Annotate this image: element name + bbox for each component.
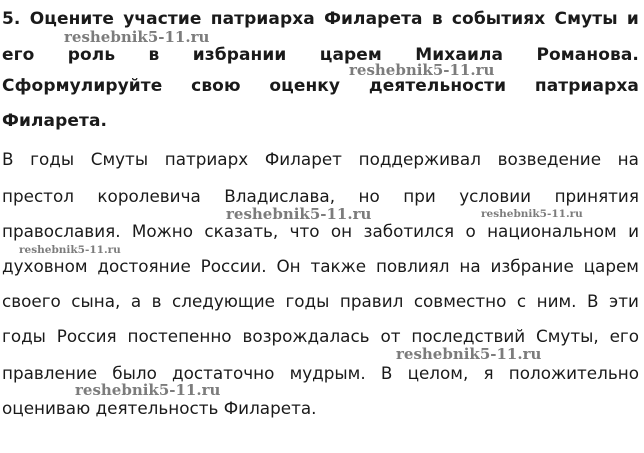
word: царем [583, 256, 639, 276]
word: он [330, 221, 353, 241]
word: России. [200, 256, 267, 276]
word: было [112, 363, 157, 383]
word: я [483, 363, 494, 383]
word: годы [2, 326, 46, 346]
word: королевича [97, 186, 201, 206]
watermark: reshebnik5-11.ru [226, 205, 372, 223]
word: В [380, 363, 393, 383]
word: правление [2, 363, 98, 383]
word: положительно [508, 363, 639, 383]
word: православия. [2, 221, 121, 241]
answer-line-7 [2, 363, 639, 383]
word: и [626, 9, 639, 29]
watermark: reshebnik5-11.ru [396, 345, 542, 363]
word: правил [339, 291, 404, 311]
word: от [380, 326, 401, 346]
word: Оцените [29, 9, 115, 29]
word: Смуты, [536, 326, 599, 346]
word: избрании [192, 45, 287, 65]
watermark: reshebnik5-11.ru [481, 208, 583, 220]
word: достояние [97, 256, 191, 276]
answer-line-8: оцениваю деятельность Филарета. [2, 398, 317, 418]
watermark: reshebnik5-11.ru [75, 381, 221, 399]
word: повлиял [375, 256, 450, 276]
word: заботился [363, 221, 455, 241]
word: оценку [269, 76, 341, 96]
answer-line-6 [2, 326, 639, 346]
word: деятельности [368, 76, 507, 96]
word: мудрым. [289, 363, 366, 383]
word: Владислава, [224, 186, 336, 206]
word: 5. [2, 9, 21, 29]
word: В [586, 291, 599, 311]
word: Филарета [324, 9, 423, 29]
word: духовном [2, 256, 88, 276]
watermark: reshebnik5-11.ru [349, 61, 495, 79]
word: что [289, 221, 320, 241]
answer-line-1 [2, 149, 639, 169]
question-line-3 [2, 76, 639, 96]
word: сказать, [204, 221, 279, 241]
word: на [617, 149, 639, 169]
word: Россия [56, 326, 117, 346]
word: в [148, 45, 160, 65]
word: роль [67, 45, 116, 65]
word: целом, [407, 363, 469, 383]
word: а [130, 291, 142, 311]
word: Смуты [554, 9, 618, 29]
word: также [310, 256, 367, 276]
question-line-4: Филарета. [2, 111, 108, 131]
word: эти [608, 291, 639, 311]
word: следующие [172, 291, 275, 311]
word: о [465, 221, 476, 241]
word: при [403, 186, 436, 206]
word: годы [30, 149, 75, 169]
word: в [151, 291, 162, 311]
word: его [2, 45, 35, 65]
word: Можно [131, 221, 193, 241]
word: патриарха [534, 76, 639, 96]
word: в [431, 9, 443, 29]
word: Он [276, 256, 301, 276]
word: ним. [536, 291, 577, 311]
answer-line-5 [2, 291, 639, 311]
word: возрождалась [242, 326, 370, 346]
word: последствий [411, 326, 526, 346]
word: событиях [451, 9, 546, 29]
word: Филарет [264, 149, 342, 169]
word: участие [123, 9, 202, 29]
answer-line-3 [2, 221, 639, 241]
word: совместно [413, 291, 507, 311]
question-line-1 [2, 9, 639, 29]
word: Сформулируйте [2, 76, 163, 96]
word: патриарх [164, 149, 249, 169]
word: патриарха [210, 9, 315, 29]
word: на [459, 256, 481, 276]
word: Михаила [415, 45, 504, 65]
word: В [2, 149, 14, 169]
word: но [358, 186, 380, 206]
watermark: reshebnik5-11.ru [64, 28, 210, 46]
word: царем [319, 45, 382, 65]
word: Романова. [536, 45, 639, 65]
answer-line-4 [2, 256, 639, 276]
word: возведение [497, 149, 602, 169]
watermark: reshebnik5-11.ru [19, 244, 121, 256]
word: национальном [487, 221, 617, 241]
word: избрание [490, 256, 574, 276]
word: принятия [554, 186, 639, 206]
word: поддерживал [358, 149, 481, 169]
word: постепенно [127, 326, 232, 346]
word: своего [2, 291, 61, 311]
question-line-2 [2, 45, 639, 65]
word: с [516, 291, 527, 311]
word: его [609, 326, 639, 346]
word: годы [285, 291, 330, 311]
word: условии [459, 186, 532, 206]
word: сына, [71, 291, 121, 311]
word: свою [191, 76, 241, 96]
word: достаточно [172, 363, 275, 383]
word: и [628, 221, 639, 241]
word: Смуты [90, 149, 149, 169]
word: престол [2, 186, 74, 206]
answer-line-2 [2, 186, 639, 206]
